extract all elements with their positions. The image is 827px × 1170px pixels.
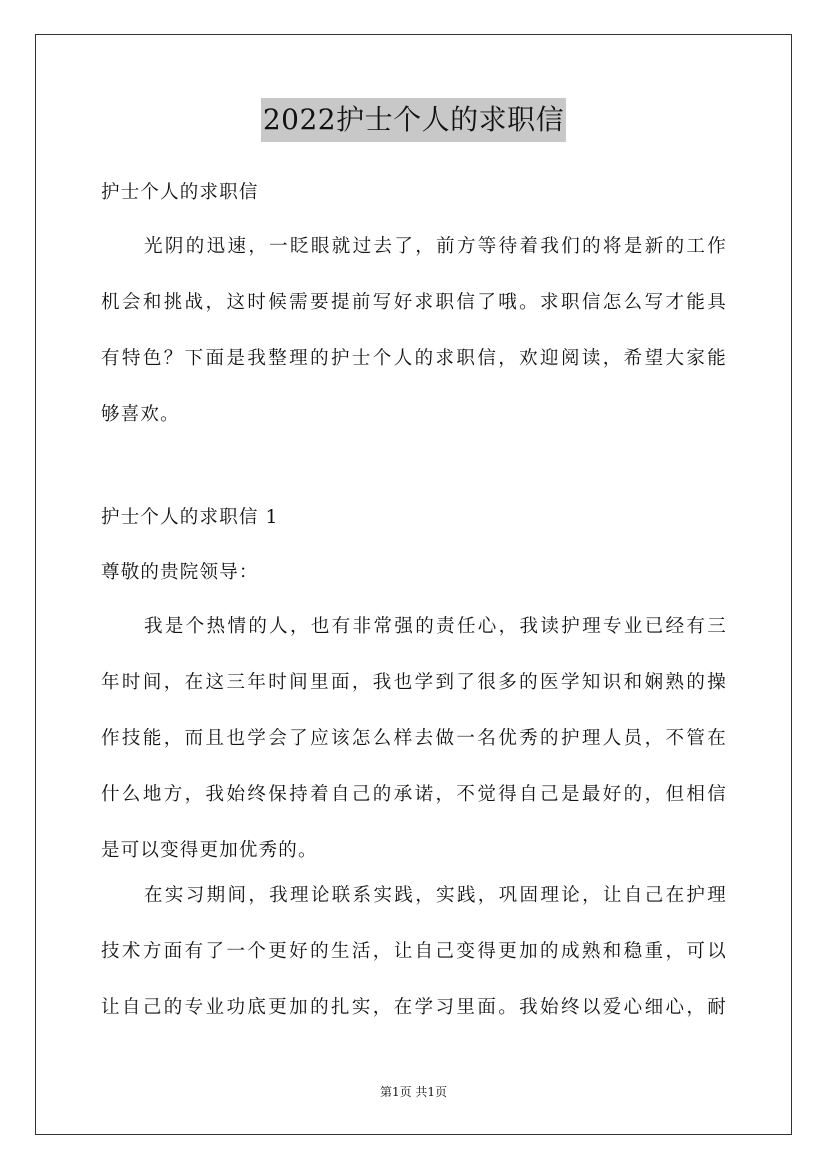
intro-line: 机会和挑战，这时候需要提前写好求职信了哦。求职信怎么写才能具 [101, 292, 727, 313]
paragraph-1 [101, 612, 727, 892]
section-title-block [101, 503, 727, 559]
intro-line: 光阴的迅速，一眨眼就过去了，前方等待着我们的将是新的工作 [144, 236, 727, 257]
page-number: 第1页 共1页 [379, 1085, 448, 1099]
intro-line: 够喜欢。 [101, 404, 180, 425]
paragraph-line: 是可以变得更加优秀的。 [101, 840, 318, 861]
paragraph-line: 在实习期间，我理论联系实践，实践，巩固理论，让自己在护理 [144, 885, 727, 906]
paragraph-line: 技术方面有了一个更好的生活，让自己变得更加的成熟和稳重，可以 [101, 941, 727, 962]
paragraph-line: 让自己的专业功底更加的扎实，在学习里面。我始终以爱心细心，耐 [101, 997, 727, 1018]
subtitle-block [101, 178, 727, 234]
document-title: 2022护士个人的求职信 [261, 98, 566, 142]
paragraph-line: 作技能，而且也学会了应该怎么样去做一名优秀的护理人员，不管在 [101, 728, 727, 749]
paragraph-2 [101, 881, 727, 1049]
subtitle: 护士个人的求职信 [101, 182, 259, 203]
page-footer [0, 1082, 827, 1102]
paragraph-line: 年时间，在这三年时间里面，我也学到了很多的医学知识和娴熟的操 [101, 672, 727, 693]
salutation: 尊敬的贵院领导： [101, 562, 259, 583]
paragraph-line: 什么地方，我始终保持着自己的承诺，不觉得自己是最好的，但相信 [101, 784, 727, 805]
intro-paragraph [101, 232, 727, 456]
title-container [0, 98, 827, 142]
section-title: 护士个人的求职信 1 [101, 507, 279, 528]
paragraph-line: 我是个热情的人，也有非常强的责任心，我读护理专业已经有三 [144, 616, 727, 637]
intro-line: 有特色？下面是我整理的护士个人的求职信，欢迎阅读，希望大家能 [101, 348, 727, 369]
salutation-block [101, 558, 727, 614]
